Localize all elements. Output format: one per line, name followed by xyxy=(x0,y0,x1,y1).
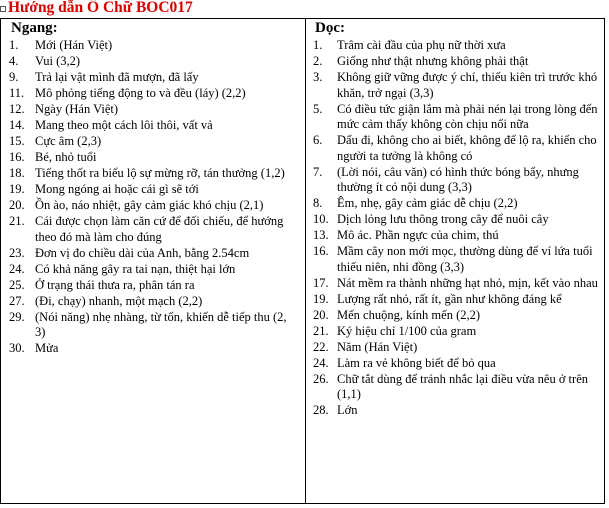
clue-text: (Đi, chạy) nhanh, một mạch (2,2) xyxy=(35,293,203,308)
clue-number: 16. xyxy=(313,244,329,258)
clue-number: 11. xyxy=(9,86,25,100)
clue-text: Không giữ vững được ý chí, thiếu kiên trì trước khó khăn, trở ngại (3,3) xyxy=(337,70,598,100)
clue-text: (Nói năng) nhẹ nhàng, từ tốn, khiến dễ tiếp thu (2, 3) xyxy=(35,309,287,339)
across-clue xyxy=(9,38,299,54)
clue-number: 2. xyxy=(313,54,323,68)
clue-text: Trâm cài đầu của phụ nữ thời xưa xyxy=(337,38,506,52)
clue-text: Năm (Hán Việt) xyxy=(337,339,418,354)
clue-number: 19. xyxy=(9,182,25,196)
clue-text: Ngày (Hán Việt) xyxy=(35,102,119,116)
clue-text: Cái được chọn làm căn cứ để đối chiếu, để hướng theo đó mà làm cho đúng xyxy=(35,214,284,244)
clue-text: Giống như thật nhưng không phải thật xyxy=(337,54,529,68)
down-heading: Dọc: xyxy=(315,20,345,36)
clue-number: 28. xyxy=(313,403,329,417)
clue-number: 1. xyxy=(9,38,19,52)
down-clue xyxy=(313,165,600,196)
clue-number: 5. xyxy=(313,101,323,116)
clue-number: 15. xyxy=(9,134,25,148)
table-move-handle[interactable] xyxy=(0,6,6,12)
across-clue xyxy=(9,86,299,102)
across-clue xyxy=(9,294,299,310)
across-clue xyxy=(9,134,299,150)
down-clue xyxy=(313,102,600,133)
clue-text: Nát mềm ra thành những hạt nhỏ, mịn, kết vào nhau xyxy=(337,275,598,290)
down-clue xyxy=(313,276,600,292)
across-clue xyxy=(9,182,299,198)
down-clue xyxy=(313,212,600,228)
clue-text: Chữ tắt dùng để tránh nhắc lại điều vừa nêu ở trên (1,1) xyxy=(337,371,588,401)
across-clue xyxy=(9,246,299,262)
clue-text: Vui (3,2) xyxy=(35,54,81,68)
down-clue xyxy=(313,70,600,101)
down-clue xyxy=(313,308,600,324)
across-clue xyxy=(9,166,299,182)
clue-number: 24. xyxy=(313,355,329,370)
clue-text: Lớn xyxy=(337,403,358,417)
clue-text: Mới (Hán Việt) xyxy=(35,38,113,52)
clue-table xyxy=(0,18,605,504)
clue-text: (Lời nói, câu văn) có hình thức bóng bẩy, nhưng thường ít có nội dung (3,3) xyxy=(337,164,579,194)
clue-number: 10. xyxy=(313,212,329,226)
clue-number: 6. xyxy=(313,133,323,147)
down-clue xyxy=(313,292,600,308)
clue-number: 9. xyxy=(9,70,19,84)
across-clue xyxy=(9,310,299,341)
clue-text: Êm, nhẹ, gây cảm giác dễ chịu (2,2) xyxy=(337,196,518,210)
clue-number: 29. xyxy=(9,309,25,324)
clue-text: Mong ngóng ai hoặc cái gì sẽ tới xyxy=(35,182,199,196)
clue-number: 23. xyxy=(9,245,25,260)
clue-number: 18. xyxy=(9,166,25,180)
clue-number: 8. xyxy=(313,196,323,210)
across-clue xyxy=(9,341,299,357)
down-clue xyxy=(313,228,600,244)
across-clue xyxy=(9,198,299,214)
clue-number: 17. xyxy=(313,275,329,290)
clue-text: Có khả năng gây ra tai nạn, thiệt hại lớn xyxy=(35,261,236,276)
down-clue xyxy=(313,340,600,356)
clue-number: 13. xyxy=(313,228,329,242)
clue-text: Mô phỏng tiếng động to và đều (láy) (2,2) xyxy=(35,86,246,100)
across-clue xyxy=(9,102,299,118)
clue-number: 20. xyxy=(313,307,329,322)
across-clue xyxy=(9,214,299,245)
across-clue xyxy=(9,150,299,166)
clue-text: Bé, nhỏ tuổi xyxy=(35,150,97,164)
clue-number: 14. xyxy=(9,118,25,132)
clue-number: 21. xyxy=(9,214,25,228)
clue-text: Dịch lỏng lưu thông trong cây để nuôi cây xyxy=(337,212,549,226)
clue-number: 30. xyxy=(9,341,25,355)
clue-number: 20. xyxy=(9,198,25,212)
clue-text: Ồn ào, náo nhiệt, gây cảm giác khó chịu (2,1) xyxy=(35,198,264,212)
down-clue xyxy=(313,244,600,275)
clue-text: Tiếng thốt ra biểu lộ sự mừng rỡ, tán thưởng (1,2) xyxy=(35,166,285,180)
across-clue-list xyxy=(9,38,299,357)
clue-number: 26. xyxy=(313,371,329,386)
clue-number: 1. xyxy=(313,38,323,52)
clue-number: 21. xyxy=(313,323,329,338)
down-clue xyxy=(313,356,600,372)
page-title: Hướng dẫn Ô Chữ BOC017 xyxy=(8,0,193,16)
clue-number: 19. xyxy=(313,291,329,306)
down-clue xyxy=(313,372,600,403)
clue-number: 16. xyxy=(9,150,25,164)
clue-text: Trả lại vật mình đã mượn, đã lấy xyxy=(35,70,199,84)
down-clue-list xyxy=(313,38,600,419)
across-clue xyxy=(9,262,299,278)
clue-text: Có điều tức giận lắm mà phải nén lại trong lòng đến mức cảm thấy không còn chịu nổi nữa xyxy=(337,101,598,131)
clue-number: 25. xyxy=(9,277,25,292)
clue-text: Đơn vị đo chiều dài của Anh, bằng 2.54cm xyxy=(35,245,250,260)
clue-text: Mô ác. Phần ngực của chim, thú xyxy=(337,228,499,242)
clue-text: Ký hiệu chỉ 1/100 của gram xyxy=(337,323,477,338)
clue-text: Mửa xyxy=(35,341,59,355)
clue-number: 12. xyxy=(9,102,25,116)
down-clue xyxy=(313,403,600,419)
across-clue xyxy=(9,278,299,294)
clue-text: Mang theo một cách lôi thôi, vất vả xyxy=(35,118,213,132)
across-clue xyxy=(9,118,299,134)
clue-text: Làm ra vẻ không biết để bỏ qua xyxy=(337,355,496,370)
clue-number: 22. xyxy=(313,339,329,354)
clue-text: Cực âm (2,3) xyxy=(35,134,102,148)
down-clue xyxy=(313,133,600,164)
across-heading: Ngang: xyxy=(11,20,58,36)
across-clue xyxy=(9,70,299,86)
down-clue xyxy=(313,324,600,340)
clue-number: 3. xyxy=(313,70,323,84)
down-column xyxy=(306,19,604,503)
clue-text: Mầm cây non mới mọc, thường dùng để ví lứa tuổi thiếu niên, nhi đồng (3,3) xyxy=(337,244,593,274)
across-clue xyxy=(9,54,299,70)
clue-text: Mến chuộng, kính mến (2,2) xyxy=(337,307,481,322)
clue-text: Dấu đi, không cho ai biết, không để lộ ra, khiến cho người ta tưởng là không có xyxy=(337,133,597,163)
across-column xyxy=(1,19,306,503)
clue-number: 7. xyxy=(313,164,323,179)
clue-text: Lượng rất nhỏ, rất ít, gần như không đáng kể xyxy=(337,291,562,306)
clue-text: Ở trạng thái thưa ra, phân tán ra xyxy=(35,277,195,292)
clue-number: 27. xyxy=(9,293,25,308)
clue-number: 4. xyxy=(9,54,19,68)
down-clue xyxy=(313,54,600,70)
clue-number: 24. xyxy=(9,261,25,276)
down-clue xyxy=(313,196,600,212)
down-clue xyxy=(313,38,600,54)
